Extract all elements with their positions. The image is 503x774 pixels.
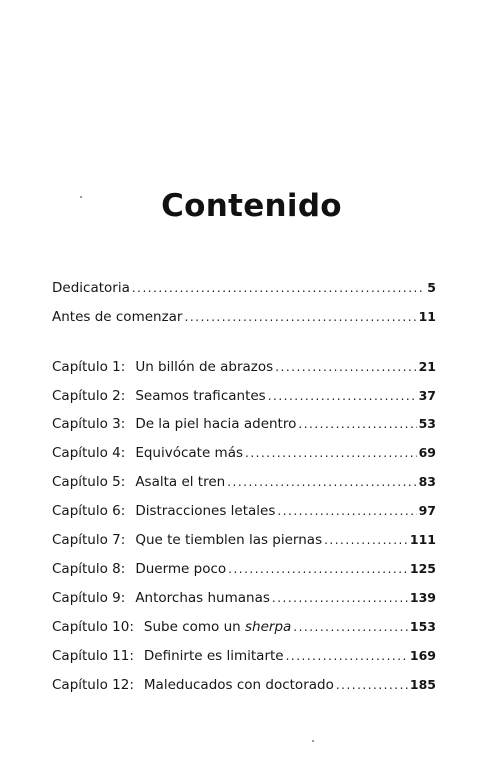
toc-chapter-1[interactable] [52,358,436,376]
chapter-page: 111 [409,532,436,547]
chapter-title: De la piel hacia adentro [135,416,297,432]
leader-dots [185,308,417,326]
chapter-page: 125 [409,561,436,576]
leader-dots [293,618,408,636]
chapter-page: 139 [409,590,436,605]
leader-dots [336,676,408,694]
chapter-label: Capítulo 9: [52,590,126,606]
toc-entry-title: Dedicatoria [52,280,130,296]
chapter-title: Definirte es limitarte [143,648,284,664]
leader-dots [272,589,408,607]
toc-entry-dedicatoria[interactable] [52,279,436,297]
chapter-page: 83 [418,474,436,489]
chapter-page: 53 [418,416,436,431]
toc-chapter-7[interactable] [52,531,436,549]
chapter-page: 97 [418,503,436,518]
chapter-label: Capítulo 4: [52,445,126,461]
chapter-title: Maleducados con doctorado [143,677,334,693]
chapter-title: Que te tiemblen las piernas [135,532,323,548]
scan-speck [80,196,82,198]
chapter-label: Capítulo 6: [52,503,126,519]
toc-entry-page: 11 [418,309,436,324]
leader-dots [227,473,416,491]
toc-entry-title: Antes de comenzar [52,309,183,325]
toc-chapter-2[interactable] [52,387,436,405]
chapter-title: Asalta el tren [135,474,226,490]
chapter-title: Seamos traficantes [135,388,266,404]
chapter-label: Capítulo 10: [52,619,134,635]
toc-chapter-6[interactable] [52,502,436,520]
toc-entry-page: 5 [427,280,436,295]
chapter-label: Capítulo 12: [52,677,134,693]
toc-chapter-3[interactable] [52,415,436,433]
leader-dots [245,444,417,462]
chapter-page: 37 [418,388,436,403]
chapter-label: Capítulo 11: [52,648,134,664]
toc-chapter-10[interactable] [52,618,436,636]
chapter-label: Capítulo 8: [52,561,126,577]
toc-chapter-5[interactable] [52,473,436,491]
chapter-label: Capítulo 7: [52,532,126,548]
chapter-page: 185 [409,677,436,692]
page-title: Contenido [161,188,342,224]
toc-chapter-9[interactable] [52,589,436,607]
toc-chapter-8[interactable] [52,560,436,578]
leader-dots [286,647,408,665]
toc-chapter-11[interactable] [52,647,436,665]
toc-chapter-12[interactable] [52,676,436,694]
leader-dots [324,531,408,549]
toc-entry-antes-de-comenzar[interactable] [52,308,436,326]
leader-dots [268,387,417,405]
chapter-title: Un billón de abrazos [135,359,274,375]
chapter-title: Equivócate más [135,445,244,461]
chapter-title: Distracciones letales [135,503,276,519]
chapter-title: Duerme poco [135,561,227,577]
chapter-page: 69 [418,445,436,460]
leader-dots [277,502,416,520]
chapter-page: 153 [409,619,436,634]
chapter-page: 21 [418,359,436,374]
toc-chapter-4[interactable] [52,444,436,462]
leader-dots [132,279,425,297]
leader-dots [275,358,416,376]
scan-speck [312,740,314,742]
chapter-label: Capítulo 5: [52,474,126,490]
leader-dots [298,415,416,433]
chapter-label: Capítulo 3: [52,416,126,432]
chapter-label: Capítulo 2: [52,388,126,404]
chapter-title-text: Sube como un [143,619,241,635]
leader-dots [228,560,408,578]
chapter-label: Capítulo 1: [52,359,126,375]
chapter-page: 169 [409,648,436,663]
chapter-title-italic: sherpa [245,619,292,635]
chapter-title: Antorchas humanas [135,590,270,606]
chapter-title [144,618,291,636]
